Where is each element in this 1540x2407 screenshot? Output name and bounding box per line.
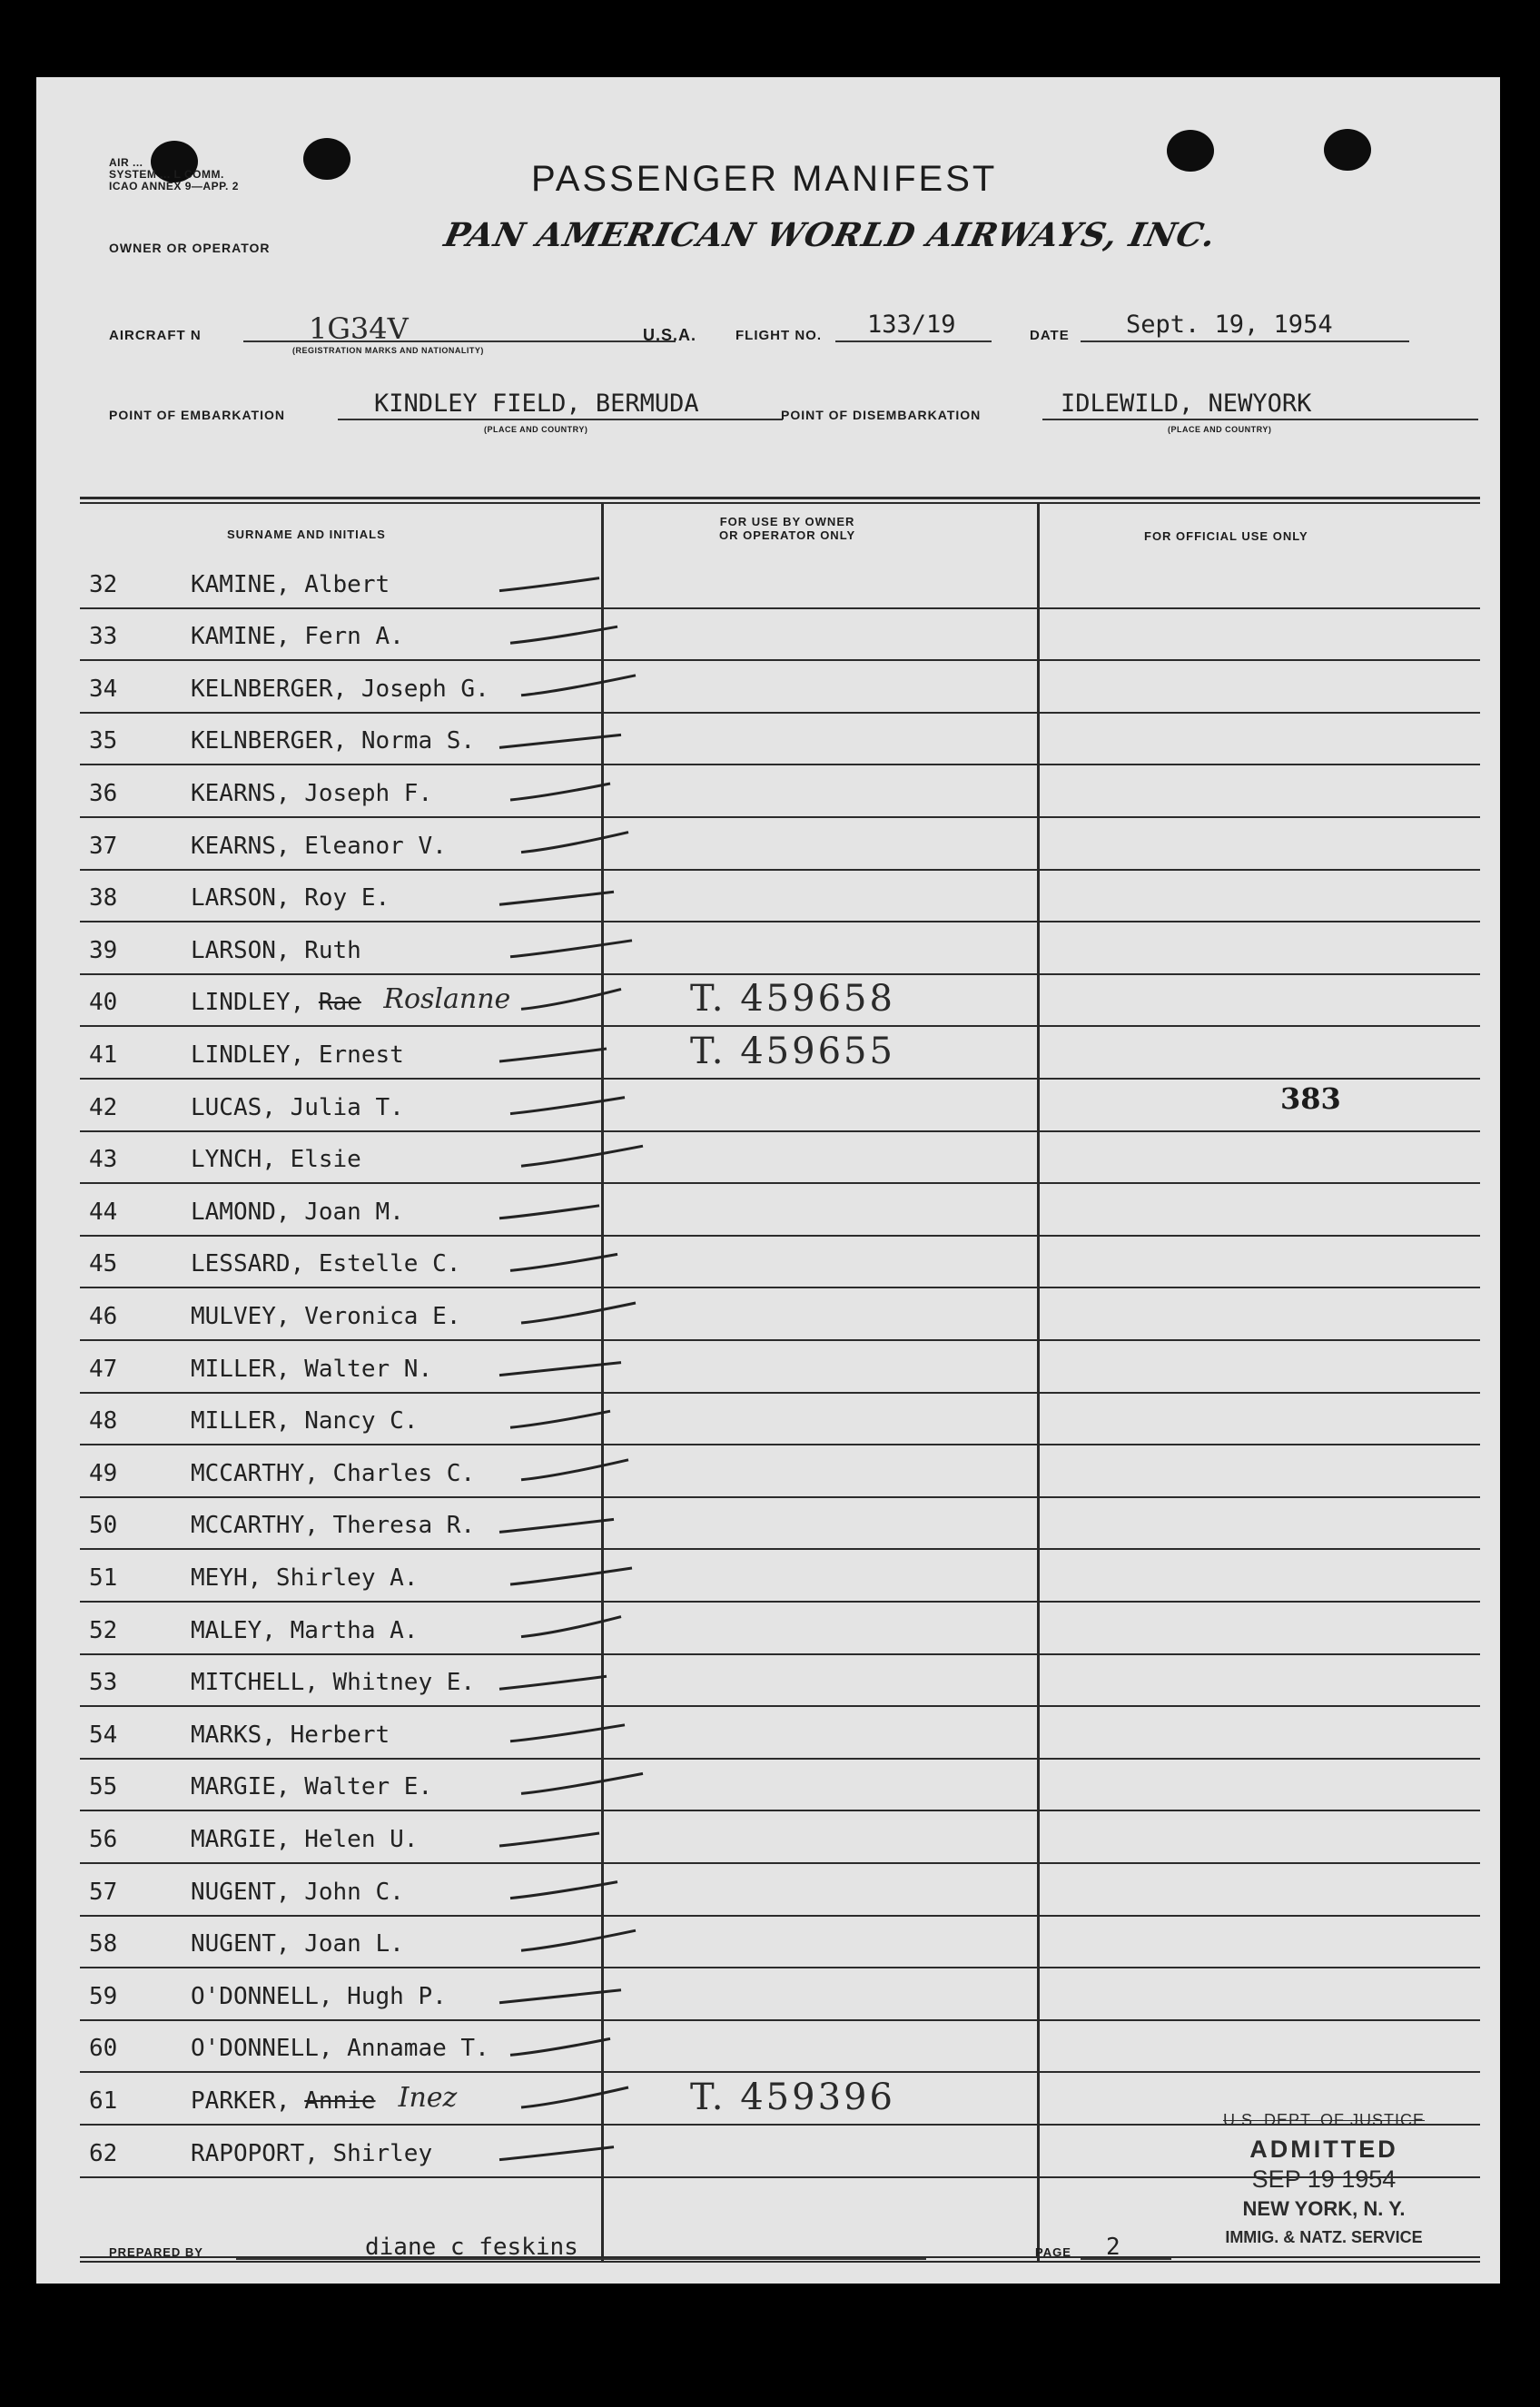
check-mark [510,941,632,957]
page-title: PASSENGER MANIFEST [531,159,998,199]
row-number: 45 [89,1250,118,1278]
row-number: 62 [89,2139,118,2167]
handwritten-correction: Roslanne [383,983,511,1016]
check-mark [521,1146,643,1166]
row-number: 52 [89,1616,118,1644]
check-mark [510,1725,625,1741]
passenger-name: O'DONNELL, Hugh P. [191,1982,447,2010]
aircraft-label: AIRCRAFT N [109,328,202,343]
check-mark [521,676,636,695]
check-mark [499,1206,599,1218]
row-number: 54 [89,1721,118,1749]
row-number: 53 [89,1669,118,1697]
table-bottom-rule [80,2261,1480,2263]
row-number: 50 [89,1512,118,1540]
embark-label: POINT OF EMBARKATION [109,408,285,422]
row-number: 39 [89,936,118,964]
passenger-name: MARGIE, Walter E. [191,1773,433,1801]
official-use-header: FOR OFFICIAL USE ONLY [1144,529,1308,543]
page-label: PAGE [1035,2245,1071,2259]
airline-name: PAN AMERICAN WORLD AIRWAYS, INC. [440,216,1220,254]
aircraft-value: 1G34V [309,311,409,346]
form-reference: AIR ... SYSTEM ... L COMM. ICAO ANNEX 9—APP. 2 [109,156,239,192]
check-mark [521,1930,636,1950]
row-number: 43 [89,1146,118,1174]
page-underline [1081,2258,1171,2260]
row-number: 61 [89,2086,118,2115]
passenger-name: KAMINE, Albert [191,570,390,598]
stamp-admitted: ADMITTED [1249,2136,1398,2163]
row-number: 59 [89,1982,118,2010]
passenger-name: MULVEY, Veronica E. [191,1302,461,1330]
check-mark [499,1990,621,2003]
check-mark [510,1568,632,1584]
passenger-name: LINDLEY, Ernest [191,1041,404,1069]
passenger-name: MILLER, Nancy C. [191,1407,419,1435]
passenger-name: LESSARD, Estelle C. [191,1250,461,1278]
official-note: 383 [1280,1080,1341,1116]
passenger-name: NUGENT, Joan L. [191,1930,404,1958]
check-mark [510,1411,610,1427]
row-number: 58 [89,1930,118,1958]
check-mark [510,1098,625,1114]
check-mark [510,2038,610,2055]
row-number: 32 [89,570,118,598]
passenger-name: KELNBERGER, Norma S. [191,727,476,755]
stamp-city: NEW YORK, N. Y. [1242,2197,1406,2220]
check-mark [499,1519,614,1532]
stamp-service: IMMIG. & NATZ. SERVICE [1225,2228,1423,2246]
owner-use-header: FOR USE BY OWNER OR OPERATOR ONLY [719,515,856,542]
date-label: DATE [1030,328,1070,343]
check-mark [499,1833,599,1846]
aircraft-caption: (REGISTRATION MARKS AND NATIONALITY) [292,346,484,355]
row-number: 33 [89,623,118,651]
check-mark [499,735,621,747]
check-mark [499,1676,607,1689]
prepared-label: PREPARED BY [109,2245,203,2259]
passenger-name: LARSON, Roy E. [191,884,390,912]
check-mark [510,1254,617,1270]
check-mark [521,2087,628,2107]
manifest-sheet [36,77,1500,2284]
passenger-name: LYNCH, Elsie [191,1146,361,1174]
row-number: 49 [89,1459,118,1487]
check-marks [36,77,1500,2284]
passenger-name: KELNBERGER, Joseph G. [191,675,489,703]
ticket-number: T. 459658 [690,978,895,1021]
check-mark [499,1049,607,1061]
row-number: 48 [89,1407,118,1435]
check-mark [499,892,614,904]
row-number: 56 [89,1825,118,1853]
flight-value: 133/19 [867,311,956,339]
check-mark [510,784,610,800]
check-mark [521,1460,628,1480]
passenger-name: LUCAS, Julia T. [191,1093,404,1121]
row-number: 51 [89,1564,118,1592]
row-number: 47 [89,1355,118,1383]
row-number: 60 [89,2035,118,2063]
surname-header: SURNAME AND INITIALS [227,528,386,541]
check-mark [510,626,617,643]
page-value: 2 [1106,2234,1120,2261]
usa-label: U.S.A. [643,326,697,344]
disembark-label: POINT OF DISEMBARKATION [781,408,982,422]
passenger-name: KAMINE, Fern A. [191,623,404,651]
check-mark [521,989,621,1009]
admitted-stamp [1160,2111,1487,2247]
passenger-name: LINDLEY, Rae [191,989,361,1017]
prepared-value: diane c feskins [365,2234,578,2261]
stamp-dept: U.S. DEPT. OF JUSTICE [1222,2111,1426,2129]
prepared-underline [236,2258,926,2260]
passenger-name: NUGENT, John C. [191,1878,404,1906]
row-number: 41 [89,1041,118,1069]
flight-label: FLIGHT NO. [735,328,822,343]
check-mark [499,578,599,591]
struck-name: Rae [318,989,361,1017]
row-number: 55 [89,1773,118,1801]
ticket-number: T. 459655 [690,1030,895,1072]
row-number: 38 [89,884,118,912]
passenger-name: MCCARTHY, Theresa R. [191,1512,476,1540]
check-mark [510,1882,617,1899]
passenger-name: MARGIE, Helen U. [191,1825,419,1853]
passenger-name: RAPOPORT, Shirley [191,2139,433,2167]
date-value: Sept. 19, 1954 [1126,311,1333,339]
check-mark [521,833,628,853]
passenger-name: MITCHELL, Whitney E. [191,1669,476,1697]
passenger-name: MALEY, Martha A. [191,1616,419,1644]
check-mark [521,1773,643,1793]
disembark-caption: (PLACE AND COUNTRY) [1168,425,1272,434]
embark-caption: (PLACE AND COUNTRY) [484,425,588,434]
disembark-value: IDLEWILD, NEWYORK [1061,390,1312,418]
passenger-name: MARKS, Herbert [191,1721,390,1749]
row-number: 35 [89,727,118,755]
check-mark [521,1617,621,1637]
handwritten-correction: Inez [398,2081,458,2114]
passenger-name: O'DONNELL, Annamae T. [191,2035,489,2063]
passenger-name: LARSON, Ruth [191,936,361,964]
owner-label: OWNER OR OPERATOR [109,241,271,255]
row-number: 46 [89,1302,118,1330]
row-number: 42 [89,1093,118,1121]
ticket-number: T. 459396 [690,2076,895,2118]
struck-name: Annie [304,2086,376,2115]
row-number: 44 [89,1198,118,1226]
check-mark [499,1363,621,1376]
passenger-name: LAMOND, Joan M. [191,1198,404,1226]
passenger-name: PARKER, Annie [191,2086,376,2115]
row-number: 34 [89,675,118,703]
row-number: 57 [89,1878,118,1906]
row-number: 36 [89,779,118,807]
passenger-name: KEARNS, Eleanor V. [191,832,447,860]
check-mark [499,2147,614,2160]
embark-value: KINDLEY FIELD, BERMUDA [374,390,699,418]
passenger-name: MCCARTHY, Charles C. [191,1459,476,1487]
row-number: 37 [89,832,118,860]
check-mark [521,1303,636,1323]
passenger-name: MEYH, Shirley A. [191,1564,419,1592]
passenger-name: KEARNS, Joseph F. [191,779,433,807]
passenger-name: MILLER, Walter N. [191,1355,433,1383]
row-number: 40 [89,989,118,1017]
stamp-date: SEP 19 1954 [1251,2165,1397,2193]
